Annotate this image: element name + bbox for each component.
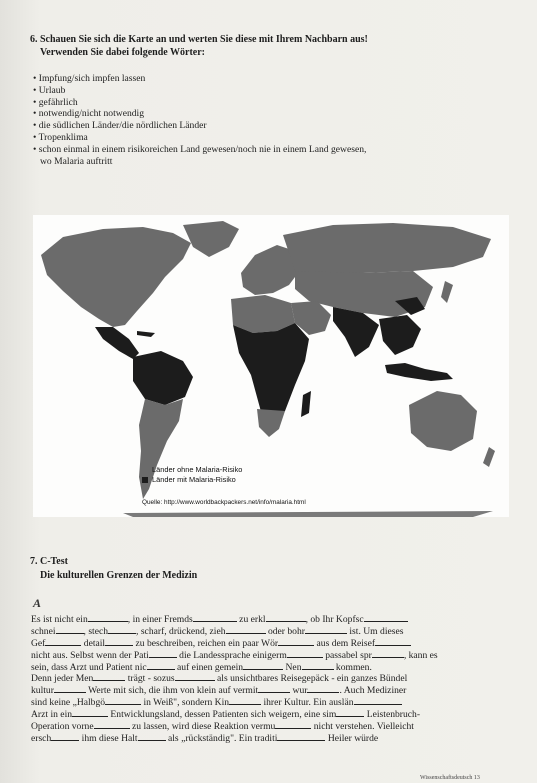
southern-africa-shape <box>257 409 285 437</box>
map-legend <box>142 465 242 485</box>
c-test-fragment: passabel spr <box>322 649 372 661</box>
caribbean-shape <box>137 331 155 337</box>
madagascar-shape <box>301 391 311 417</box>
c-test-fragment: Arzt in ein <box>31 709 73 721</box>
c-test-fragment: Entwicklungsland, dessen Patienten sich weigern, eine sim <box>108 709 337 721</box>
south-asia-shape <box>333 307 379 357</box>
north-america-shape <box>41 227 191 327</box>
c-test-fragment: oder bohr <box>265 625 305 637</box>
c-test-blank[interactable] <box>275 720 311 729</box>
c-test-blank[interactable] <box>94 720 130 729</box>
c-test-fragment: zu lassen, wird diese Reaktion vermu <box>129 721 276 733</box>
new-zealand-shape <box>483 447 495 467</box>
c-test-line <box>31 649 483 661</box>
c-test-fragment: Nen <box>283 661 302 673</box>
c-test-fragment: ist. Um dieses <box>346 625 404 637</box>
c-test-blank[interactable] <box>105 696 141 705</box>
list-item: • Tropenklima <box>33 131 88 143</box>
c-test-fragment: als unsichtbares Reisegepäck - ein ganzes Bündel <box>214 673 408 685</box>
c-test-fragment: Werte mit sich, die ihm von klein auf vermit <box>85 685 259 697</box>
c-test-fragment: , kann es <box>403 649 438 661</box>
legend-swatch-no-risk <box>142 467 148 473</box>
c-test-fragment: schnei <box>31 625 56 637</box>
c-test-fragment: sein, dass Arzt und Patient nic <box>31 661 147 673</box>
c-test-fragment: kultur <box>31 685 54 697</box>
c-test-blank[interactable] <box>93 672 125 681</box>
c-test-fragment: in Weiß", sondern Kin <box>141 697 230 709</box>
c-test-blank[interactable] <box>147 661 175 670</box>
c-test-blank[interactable] <box>193 613 237 622</box>
legend-label: Länder ohne Malaria-Risiko <box>152 465 243 474</box>
legend-entry-no-risk <box>142 465 242 475</box>
legend-entry-risk <box>142 475 242 485</box>
c-test-blank[interactable] <box>105 637 133 646</box>
japan-shape <box>441 281 453 303</box>
list-item-continuation: wo Malaria auftritt <box>40 155 113 167</box>
c-test-fragment: Es ist nicht ein <box>31 614 88 625</box>
c-test-fragment: auf einen gemein <box>174 661 244 673</box>
c-test-fragment: Gef <box>31 637 46 649</box>
c-test-blank[interactable] <box>364 613 408 622</box>
c-test-fragment: , stech <box>83 625 109 637</box>
c-test-fragment: , in einer Fremds <box>127 614 193 625</box>
c-test-line <box>31 613 483 625</box>
c-test-fragment: zu beschreiben, reichen ein paar Wör <box>133 637 279 649</box>
c-test-line <box>31 672 483 684</box>
c-test-line <box>31 732 483 744</box>
c-test-fragment: ihm diese Halt <box>79 732 138 744</box>
c-test-blank[interactable] <box>277 732 325 741</box>
c-test-blank[interactable] <box>56 625 84 634</box>
list-item: • Impfung/sich impfen lassen <box>33 73 146 84</box>
c-test-blank[interactable] <box>88 613 128 622</box>
c-test-blank[interactable] <box>278 637 314 646</box>
c-test-blank[interactable] <box>51 732 79 741</box>
c-test-blank[interactable] <box>138 732 166 741</box>
antarctica-shape <box>123 511 493 517</box>
map-source: Quelle: http://www.worldbackpackers.net/info/malaria.html <box>142 499 306 506</box>
c-test-line <box>31 661 483 673</box>
list-item: • notwendig/nicht notwendig <box>33 108 145 120</box>
c-test-fragment: detail <box>81 637 106 649</box>
c-test-blank[interactable] <box>372 649 404 658</box>
c-test-fragment: Denn jeder Men <box>31 673 94 685</box>
greenland-shape <box>183 221 239 257</box>
c-test-blank[interactable] <box>305 625 347 634</box>
c-test-blank[interactable] <box>243 661 283 670</box>
exercise-6-subtitle: Verwenden Sie dabei folgende Wörter: <box>40 47 205 58</box>
c-test-fragment: ersch <box>31 732 52 744</box>
c-test-blank[interactable] <box>266 613 306 622</box>
list-item: • schon einmal in einem risikoreichen Land gewesen/noch nie in einem Land gewesen, <box>33 143 367 155</box>
c-test-fragment: Operation vorne <box>31 721 94 733</box>
c-test-blank[interactable] <box>226 625 266 634</box>
c-test-fragment: nicht verstehen. Vielleicht <box>311 721 414 733</box>
malaria-world-map <box>33 215 509 517</box>
list-item: • gefährlich <box>33 96 78 108</box>
southeast-asia-shape <box>379 315 421 355</box>
c-test-fragment: wur <box>290 685 308 697</box>
c-test-blank[interactable] <box>229 696 261 705</box>
list-item: • Urlaub <box>33 84 66 96</box>
exercise-7-subtitle: Die kulturellen Grenzen der Medizin <box>40 570 198 581</box>
c-test-line <box>31 696 483 708</box>
central-america-shape <box>95 327 139 359</box>
c-test-fragment: als „rückständig". Ein traditi <box>165 732 278 744</box>
c-test-line <box>31 708 483 720</box>
c-test-blank[interactable] <box>258 684 290 693</box>
legend-swatch-risk <box>142 477 148 483</box>
page-footer: Wissenschaftsdeutsch 13 <box>420 775 480 781</box>
c-test-fragment: kommen. <box>333 661 372 673</box>
c-test-fragment: sind keine „Halbgö <box>31 697 106 709</box>
c-test-line <box>31 625 483 637</box>
c-test-blank[interactable] <box>354 696 402 705</box>
c-test-line <box>31 637 483 649</box>
c-test-blank[interactable] <box>336 708 364 717</box>
exercise-7-title: 7. C-Test <box>30 556 68 567</box>
south-america-risk-shape <box>133 351 193 405</box>
c-test-blank[interactable] <box>302 661 334 670</box>
c-test-fragment: zu erkl <box>236 614 266 625</box>
part-label: A <box>33 596 42 610</box>
indonesia-shape <box>385 363 453 381</box>
vocabulary-list <box>33 73 453 167</box>
c-test-blank[interactable] <box>54 684 86 693</box>
list-item: • die südlichen Länder/die nördlichen Länder <box>33 120 207 132</box>
c-test-blank[interactable] <box>175 672 215 681</box>
c-test-fragment: , ob Ihr Kopfsc <box>305 614 364 625</box>
c-test-fragment: Leistenbruch- <box>364 709 421 721</box>
c-test-text <box>31 613 483 744</box>
c-test-line <box>31 720 483 732</box>
c-test-blank[interactable] <box>287 649 323 658</box>
c-test-blank[interactable] <box>108 625 136 634</box>
c-test-blank[interactable] <box>307 684 339 693</box>
australia-shape <box>409 391 477 451</box>
c-test-fragment: trägt - sozus <box>125 673 175 685</box>
c-test-blank[interactable] <box>45 637 81 646</box>
c-test-fragment: aus dem Reisef <box>314 637 376 649</box>
c-test-fragment: , scharf, drückend, zieh <box>136 625 226 637</box>
c-test-blank[interactable] <box>72 708 108 717</box>
c-test-blank[interactable] <box>375 637 411 646</box>
c-test-blank[interactable] <box>149 649 177 658</box>
c-test-fragment: die Landessprache einigerm <box>176 649 287 661</box>
legend-label: Länder mit Malaria-Risiko <box>152 475 236 484</box>
c-test-line <box>31 684 483 696</box>
world-map-graphic <box>33 215 509 517</box>
c-test-fragment: . Auch Mediziner <box>339 685 407 697</box>
exercise-6-title: 6. Schauen Sie sich die Karte an und werten Sie diese mit Ihrem Nachbarn aus! <box>30 34 368 45</box>
c-test-fragment: nicht aus. Selbst wenn der Pati <box>31 649 149 661</box>
c-test-fragment: Heiler würde <box>325 732 379 744</box>
c-test-fragment: ihrer Kultur. Ein auslän <box>261 697 354 709</box>
north-asia-shape <box>283 223 491 275</box>
